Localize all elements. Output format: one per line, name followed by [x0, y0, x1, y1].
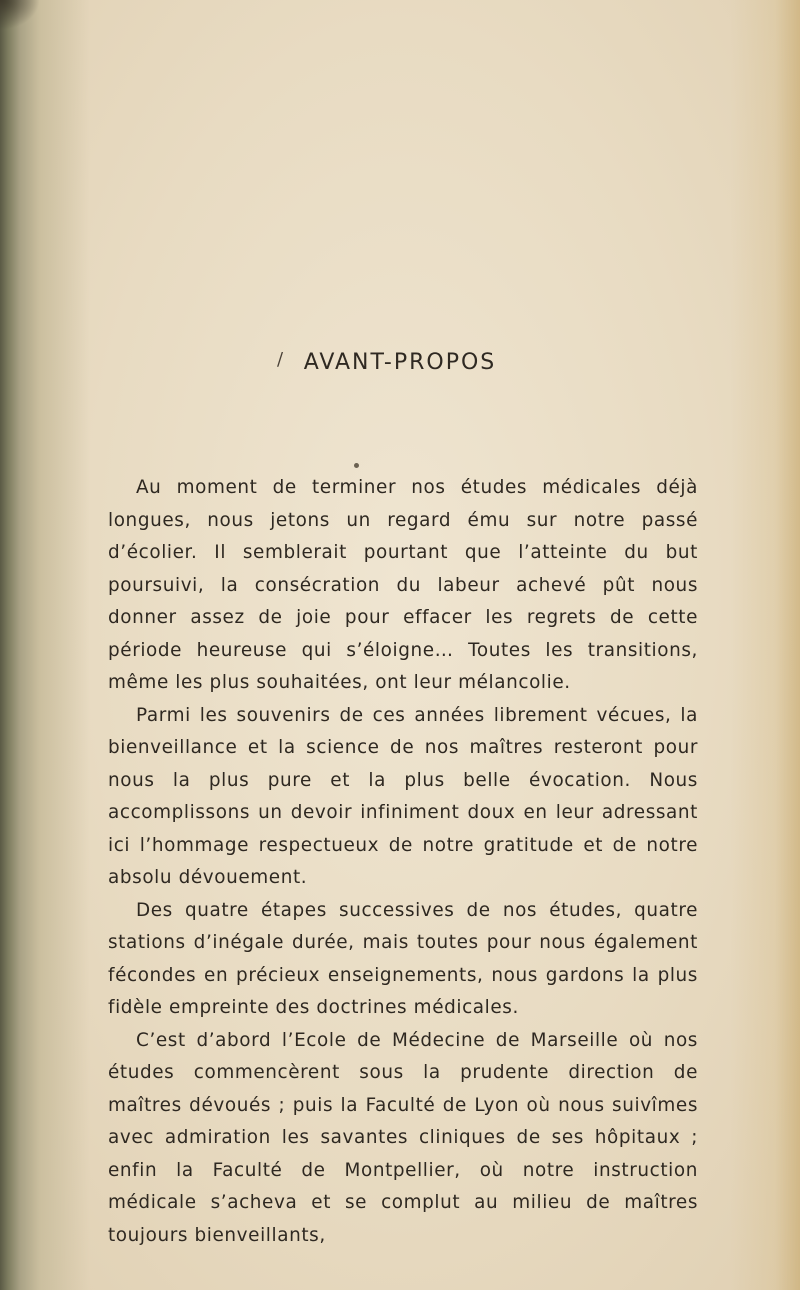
paragraph: C’est d’abord l’Ecole de Médecine de Marseille où nos études commencèrent sous la prudente direction de maîtres dévoués ; puis la Faculté de Lyon où nous suivîmes avec admiration les savantes cliniques de ses hôpitaux ; enfin la Faculté de Montpellier, où notre instruction médicale s’acheva et se complut au milieu de maîtres toujours bienveillants,: [108, 1029, 698, 1246]
page-title: AVANT-PROPOS: [303, 350, 497, 375]
paragraph: Au moment de terminer nos études médicales déjà longues, nous jetons un regard ému sur notre passé d’écolier. Il semblerait pourtant que l’atteinte du but poursuivi, la consécration du labeur achevé pût nous donner assez de joie pour effacer les regrets de cette période heureuse qui s’éloigne… Toutes les transitions, même les plus souhaitées, ont leur mélancolie.: [108, 477, 698, 693]
corner-stain: [0, 0, 40, 30]
paragraph: Des quatre étapes successives de nos études, quatre stations d’inégale durée, mais toutes pour nous également fécondes en précieux enseignements, nous gardons la plus fidèle empreinte des doctrines médicales.: [108, 899, 698, 1018]
paragraph: Parmi les souvenirs de ces années librement vécues, la bienveillance et la science de nos maîtres resteront pour nous la plus pure et la plus belle évocation. Nous accomplissons un devoir infiniment doux en leur adressant ici l’hommage respectueux de notre gratitude et de notre absolu dévouement.: [108, 704, 698, 888]
ink-speck: [354, 463, 359, 468]
page-edge-stain: [730, 0, 800, 1290]
binding-shadow: [0, 0, 90, 1290]
pencil-mark-icon: /: [277, 349, 284, 370]
body-text: [108, 472, 698, 1252]
